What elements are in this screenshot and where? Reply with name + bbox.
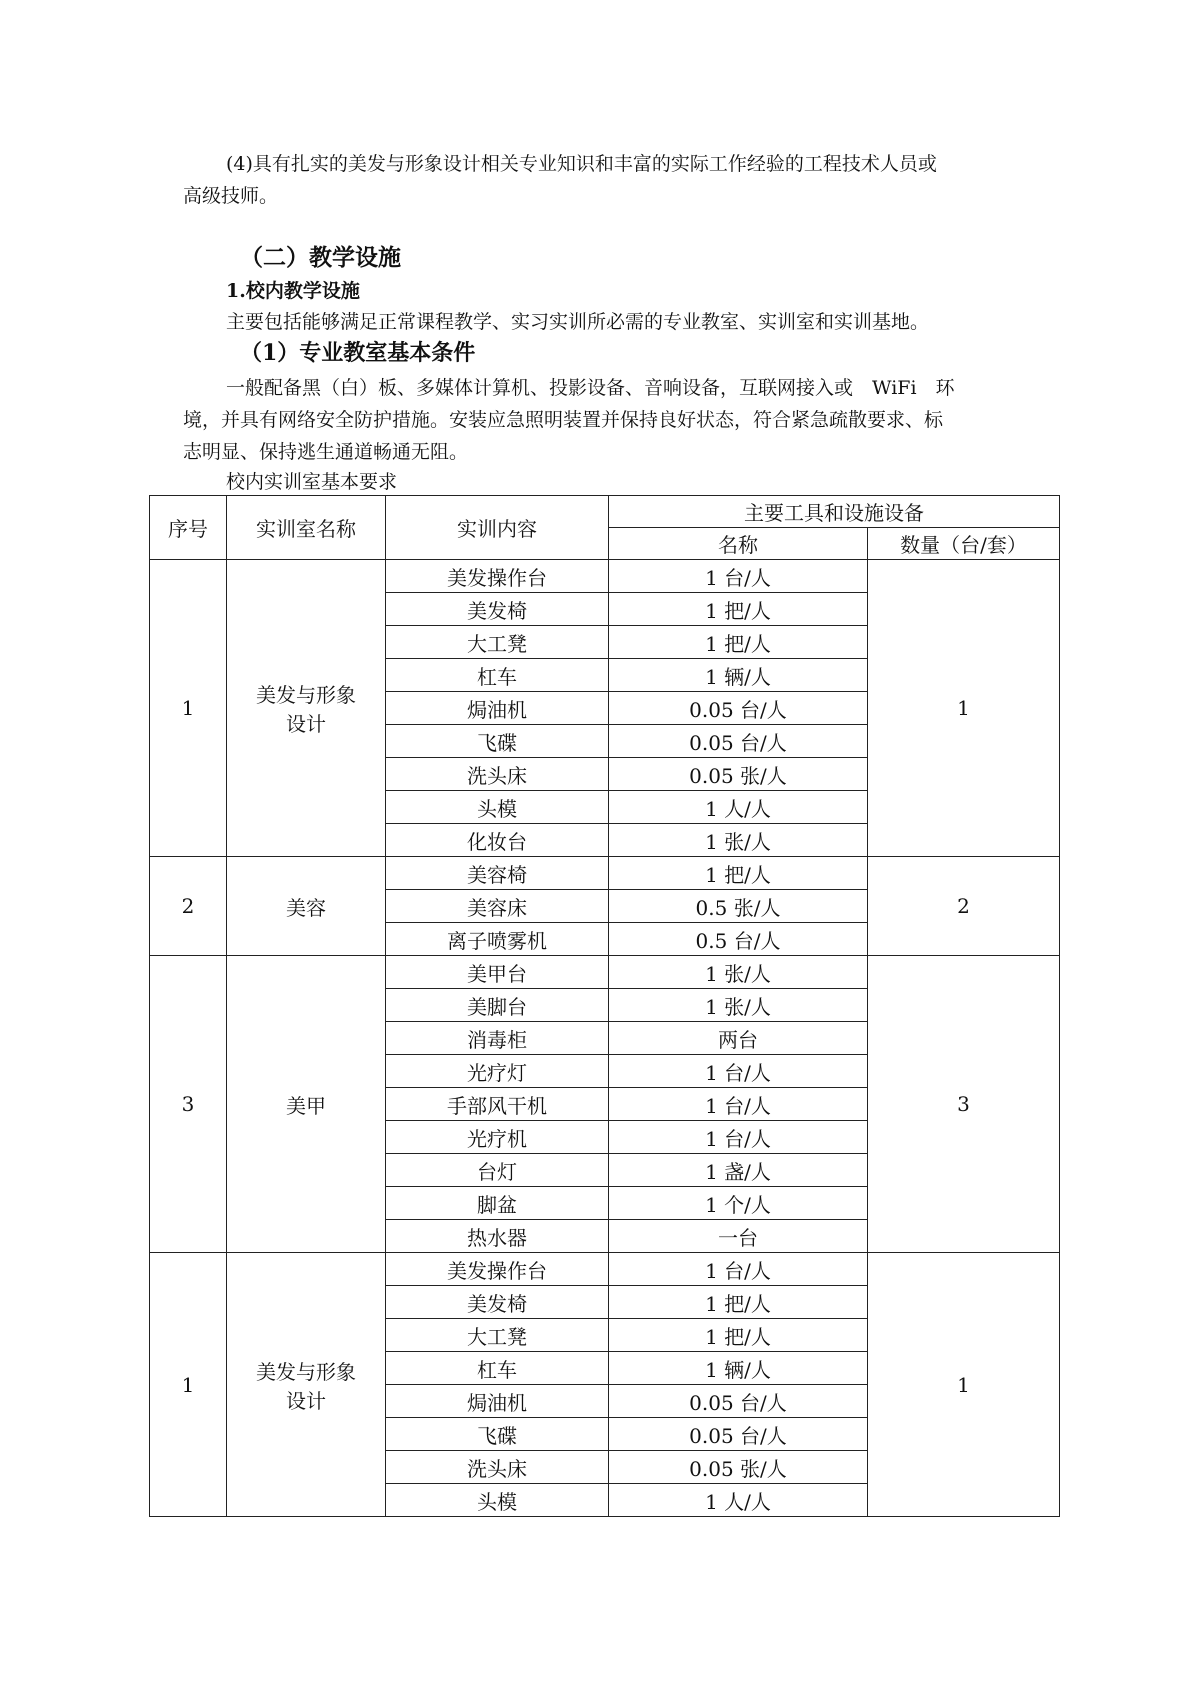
item-content: 脚盆 xyxy=(386,1187,609,1220)
classroom-para-line1: 一般配备黑（白）板、多媒体计算机、投影设备、音响设备，互联网接入或 WiFi 环 xyxy=(226,377,955,399)
item-content: 消毒柜 xyxy=(386,1022,609,1055)
item-ratio: 1 把/人 xyxy=(609,593,868,626)
item-content: 美发椅 xyxy=(386,593,609,626)
item-ratio: 1 台/人 xyxy=(609,1121,868,1154)
item-ratio: 0.5 台/人 xyxy=(609,923,868,956)
item-ratio: 0.05 台/人 xyxy=(609,1418,868,1451)
item-content: 飞碟 xyxy=(386,725,609,758)
para-teacher-4-cont: 高级技师。 xyxy=(183,185,279,207)
item-content: 头模 xyxy=(386,1484,609,1517)
para-teacher-4: (4)具有扎实的美发与形象设计相关专业知识和丰富的实际工作经验的工程技术人员或 xyxy=(226,153,937,175)
item-ratio: 1 盏/人 xyxy=(609,1154,868,1187)
item-ratio: 两台 xyxy=(609,1022,868,1055)
item-ratio: 1 张/人 xyxy=(609,824,868,857)
item-ratio: 0.05 台/人 xyxy=(609,692,868,725)
item-content: 洗头床 xyxy=(386,758,609,791)
subsection-heading: 1.校内教学设施 xyxy=(226,280,360,302)
item-content: 大工凳 xyxy=(386,1319,609,1352)
item-ratio: 1 辆/人 xyxy=(609,659,868,692)
item-content: 美发操作台 xyxy=(386,560,609,593)
item-content: 离子喷雾机 xyxy=(386,923,609,956)
item-ratio: 0.05 张/人 xyxy=(609,758,868,791)
intro-paragraph: 主要包括能够满足正常课程教学、实习实训所必需的专业教室、实训室和实训基地。 xyxy=(226,311,930,333)
group-lab-name: 美发与形象 设计 xyxy=(227,560,386,857)
item-content: 头模 xyxy=(386,791,609,824)
item-content: 手部风干机 xyxy=(386,1088,609,1121)
lab-requirements-table xyxy=(149,495,1060,1517)
group-lab-name: 美容 xyxy=(227,857,386,956)
header-quantity: 数量（台/套） xyxy=(868,528,1060,560)
item-ratio: 1 台/人 xyxy=(609,1253,868,1286)
item-content: 台灯 xyxy=(386,1154,609,1187)
classroom-para-line3: 志明显、保持逃生通道畅通无阻。 xyxy=(183,441,469,463)
item-content: 光疗灯 xyxy=(386,1055,609,1088)
item-ratio: 0.5 张/人 xyxy=(609,890,868,923)
classroom-para-line2: 境，并具有网络安全防护措施。安装应急照明装置并保持良好状态，符合紧急疏散要求、标 xyxy=(183,409,944,431)
item-ratio: 1 台/人 xyxy=(609,1088,868,1121)
item-content: 热水器 xyxy=(386,1220,609,1253)
item-content: 杠车 xyxy=(386,1352,609,1385)
item-ratio: 一台 xyxy=(609,1220,868,1253)
item-content: 大工凳 xyxy=(386,626,609,659)
item-ratio: 1 人/人 xyxy=(609,1484,868,1517)
item-content: 杠车 xyxy=(386,659,609,692)
header-content: 实训内容 xyxy=(386,496,609,560)
item-ratio: 1 台/人 xyxy=(609,560,868,593)
item-ratio: 1 把/人 xyxy=(609,1286,868,1319)
item-ratio: 0.05 台/人 xyxy=(609,1385,868,1418)
item-content: 洗头床 xyxy=(386,1451,609,1484)
item-content: 美发椅 xyxy=(386,1286,609,1319)
header-index: 序号 xyxy=(150,496,227,560)
group-index: 1 xyxy=(150,560,227,857)
item-content: 光疗机 xyxy=(386,1121,609,1154)
item-content: 美容椅 xyxy=(386,857,609,890)
item-ratio: 1 把/人 xyxy=(609,626,868,659)
item-ratio: 1 个/人 xyxy=(609,1187,868,1220)
section-heading: （二）教学设施 xyxy=(240,244,401,271)
header-equipment: 主要工具和设施设备 xyxy=(609,496,1060,528)
item-ratio: 1 把/人 xyxy=(609,1319,868,1352)
item-ratio: 1 人/人 xyxy=(609,791,868,824)
item-content: 美脚台 xyxy=(386,989,609,1022)
item-ratio: 0.05 台/人 xyxy=(609,725,868,758)
item-content: 美发操作台 xyxy=(386,1253,609,1286)
item-content: 美容床 xyxy=(386,890,609,923)
table-caption: 校内实训室基本要求 xyxy=(226,471,398,493)
item-ratio: 1 辆/人 xyxy=(609,1352,868,1385)
group-quantity: 1 xyxy=(868,1253,1060,1517)
item-ratio: 1 张/人 xyxy=(609,956,868,989)
item-content: 化妆台 xyxy=(386,824,609,857)
group-index: 3 xyxy=(150,956,227,1253)
group-quantity: 3 xyxy=(868,956,1060,1253)
group-index: 1 xyxy=(150,1253,227,1517)
item-ratio: 0.05 张/人 xyxy=(609,1451,868,1484)
item-ratio: 1 张/人 xyxy=(609,989,868,1022)
item-content: 焗油机 xyxy=(386,692,609,725)
group-quantity: 1 xyxy=(868,560,1060,857)
group-index: 2 xyxy=(150,857,227,956)
item-ratio: 1 台/人 xyxy=(609,1055,868,1088)
header-lab-name: 实训室名称 xyxy=(227,496,386,560)
item-content: 焗油机 xyxy=(386,1385,609,1418)
item-ratio: 1 把/人 xyxy=(609,857,868,890)
classroom-heading: （1）专业教室基本条件 xyxy=(240,340,476,366)
group-lab-name: 美甲 xyxy=(227,956,386,1253)
group-quantity: 2 xyxy=(868,857,1060,956)
item-content: 飞碟 xyxy=(386,1418,609,1451)
header-equipment-name: 名称 xyxy=(609,528,868,560)
group-lab-name: 美发与形象 设计 xyxy=(227,1253,386,1517)
item-content: 美甲台 xyxy=(386,956,609,989)
